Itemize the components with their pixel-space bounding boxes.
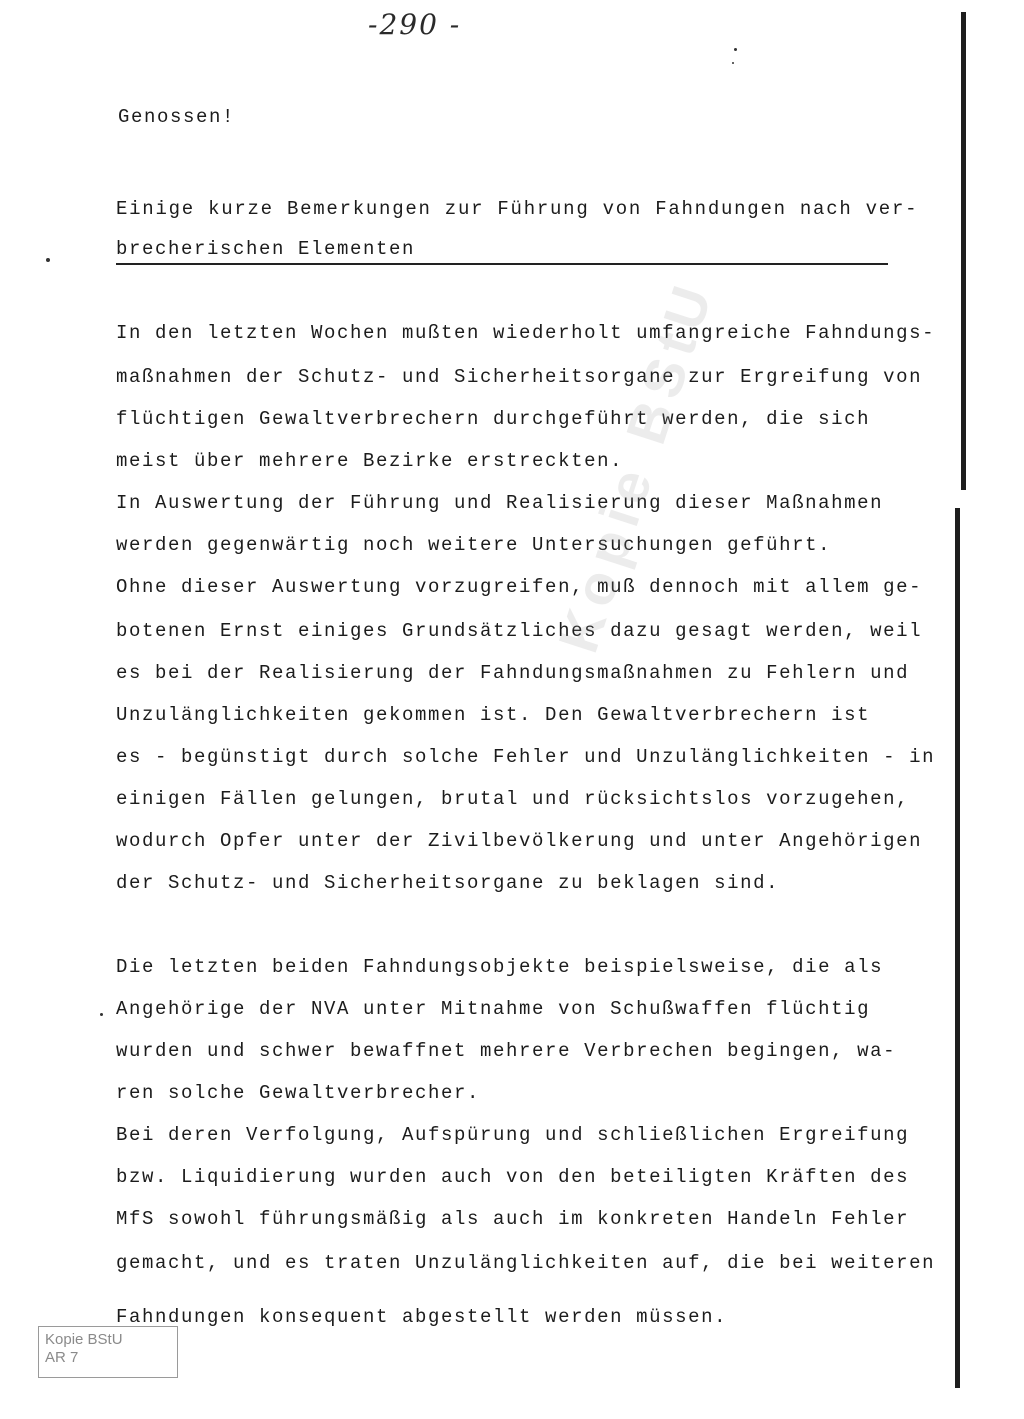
scan-speck bbox=[734, 48, 737, 51]
body-line: flüchtigen Gewaltverbrechern durchgeführt werden, die sich bbox=[116, 408, 871, 430]
body-line: einigen Fällen gelungen, brutal und rücksichtslos vorzugehen, bbox=[116, 788, 910, 810]
margin-rule-bottom bbox=[955, 508, 960, 1388]
heading-line: brecherischen Elementen bbox=[116, 238, 416, 260]
salutation: Genossen! bbox=[118, 106, 236, 128]
body-line: In Auswertung der Führung und Realisierung dieser Maßnahmen bbox=[116, 492, 884, 514]
heading-underline bbox=[116, 263, 888, 265]
archive-stamp bbox=[38, 1326, 178, 1378]
body-line: gemacht, und es traten Unzulänglichkeiten auf, die bei weiteren bbox=[116, 1252, 936, 1274]
body-line: der Schutz- und Sicherheitsorgane zu beklagen sind. bbox=[116, 872, 780, 894]
body-line: Unzulänglichkeiten gekommen ist. Den Gewaltverbrechern ist bbox=[116, 704, 871, 726]
watermark-stamp: Kopie BStU bbox=[545, 271, 726, 660]
body-line: ren solche Gewaltverbrecher. bbox=[116, 1082, 481, 1104]
body-line: es bei der Realisierung der Fahndungsmaßnahmen zu Fehlern und bbox=[116, 662, 910, 684]
body-line: werden gegenwärtig noch weitere Untersuchungen geführt. bbox=[116, 534, 832, 556]
body-line: meist über mehrere Bezirke erstreckten. bbox=[116, 450, 624, 472]
body-line: In den letzten Wochen mußten wiederholt umfangreiche Fahndungs- bbox=[116, 322, 936, 344]
body-line: botenen Ernst einiges Grundsätzliches dazu gesagt werden, weil bbox=[116, 620, 923, 642]
body-line: Fahndungen konsequent abgestellt werden müssen. bbox=[116, 1306, 728, 1328]
scan-speck bbox=[100, 1013, 103, 1016]
body-line: Ohne dieser Auswertung vorzugreifen, muß dennoch mit allem ge- bbox=[116, 576, 923, 598]
archive-stamp-line1: Kopie BStU bbox=[45, 1331, 123, 1348]
page-number: -290 - bbox=[368, 8, 462, 41]
scan-speck bbox=[732, 62, 734, 64]
body-line: wurden und schwer bewaffnet mehrere Verbrechen begingen, wa- bbox=[116, 1040, 897, 1062]
body-line: maßnahmen der Schutz- und Sicherheitsorgane zur Ergreifung von bbox=[116, 366, 923, 388]
body-line: Bei deren Verfolgung, Aufspürung und schließlichen Ergreifung bbox=[116, 1124, 910, 1146]
body-line: es - begünstigt durch solche Fehler und Unzulänglichkeiten - in bbox=[116, 746, 936, 768]
body-line: wodurch Opfer unter der Zivilbevölkerung und unter Angehörigen bbox=[116, 830, 923, 852]
archive-stamp-line2: AR 7 bbox=[45, 1349, 79, 1366]
body-line: Die letzten beiden Fahndungsobjekte beispielsweise, die als bbox=[116, 956, 884, 978]
heading-line: Einige kurze Bemerkungen zur Führung von Fahndungen nach ver- bbox=[116, 198, 919, 220]
body-line: Angehörige der NVA unter Mitnahme von Schußwaffen flüchtig bbox=[116, 998, 871, 1020]
body-line: MfS sowohl führungsmäßig als auch im konkreten Handeln Fehler bbox=[116, 1208, 910, 1230]
body-line: bzw. Liquidierung wurden auch von den beteiligten Kräften des bbox=[116, 1166, 910, 1188]
scan-speck bbox=[46, 258, 50, 262]
margin-rule-top bbox=[961, 12, 966, 490]
